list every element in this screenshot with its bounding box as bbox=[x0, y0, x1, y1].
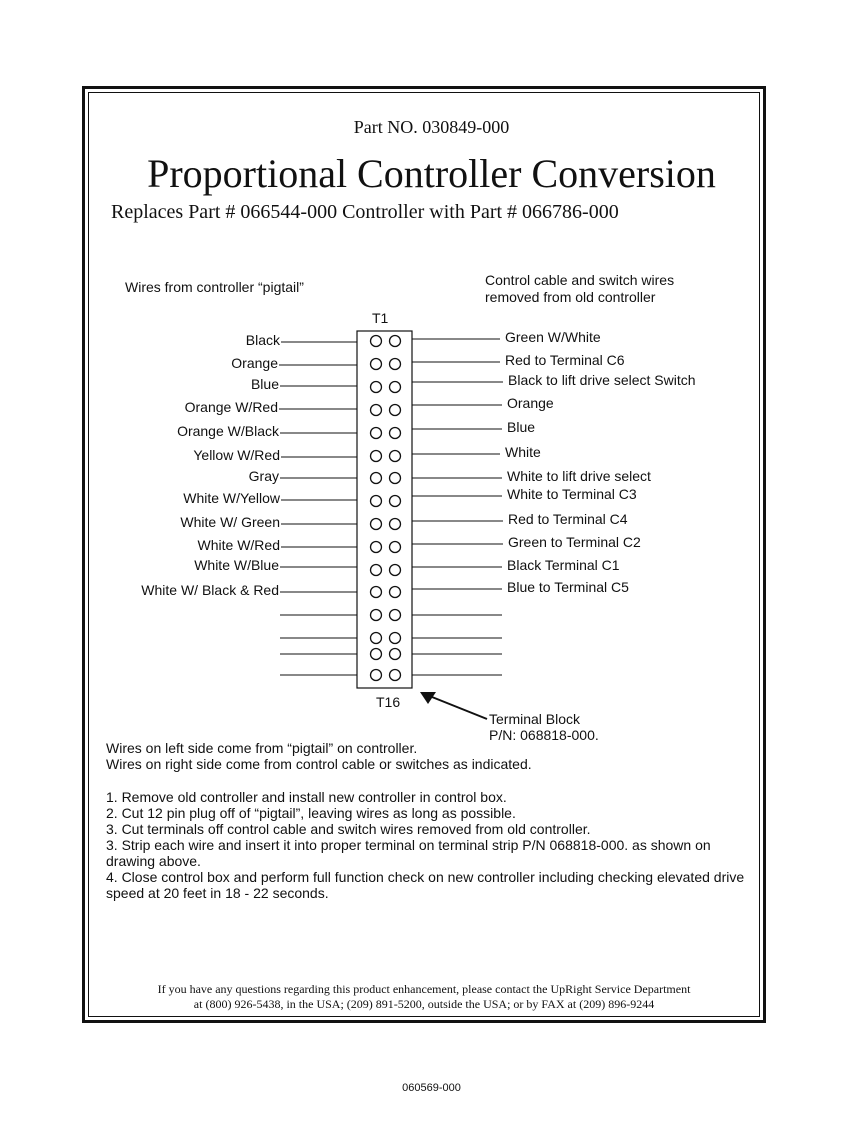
right-wire-label: Black Terminal C1 bbox=[507, 557, 620, 573]
right-wire-label: Blue to Terminal C5 bbox=[507, 579, 629, 595]
right-wire-label: Red to Terminal C6 bbox=[505, 352, 625, 368]
right-wire-label: Red to Terminal C4 bbox=[508, 511, 628, 527]
terminal-hole-icon bbox=[371, 451, 382, 462]
left-wire-label: Orange bbox=[231, 355, 278, 371]
left-wire-label: Orange W/Red bbox=[184, 399, 278, 415]
left-wire-label: White W/Red bbox=[197, 537, 280, 553]
terminal-hole-icon bbox=[371, 359, 382, 370]
footer-contact-line-1: If you have any questions regarding this product enhancement, please contact the UpRight Service Department bbox=[157, 982, 691, 996]
page-title: Proportional Controller Conversion bbox=[147, 151, 716, 196]
terminal-hole-icon bbox=[371, 565, 382, 576]
terminal-hole-icon bbox=[390, 336, 401, 347]
terminal-hole-icon bbox=[371, 428, 382, 439]
terminal-hole-icon bbox=[371, 610, 382, 621]
left-wire-label: Orange W/Black bbox=[177, 423, 279, 439]
terminal-block-part-number: P/N: 068818-000. bbox=[489, 727, 599, 743]
right-wire-label: White to lift drive select bbox=[507, 468, 651, 484]
terminal-hole-icon bbox=[390, 649, 401, 660]
instruction-step: 4. Close control box and perform full function check on new controller including checking elevated drive speed at 20 feet in 18 - 22 seconds. bbox=[106, 869, 745, 901]
terminal-hole-icon bbox=[390, 565, 401, 576]
note-right-side: Wires on right side come from control cable or switches as indicated. bbox=[106, 756, 532, 772]
document-number: 060569-000 bbox=[402, 1082, 461, 1094]
terminal-label-bottom: T16 bbox=[376, 694, 401, 710]
left-wire-label: White W/Blue bbox=[194, 557, 279, 573]
terminal-hole-icon bbox=[371, 473, 382, 484]
terminal-hole-icon bbox=[390, 610, 401, 621]
terminal-hole-icon bbox=[371, 649, 382, 660]
terminal-hole-icon bbox=[390, 519, 401, 530]
terminal-hole-icon bbox=[390, 542, 401, 553]
instruction-step: 2. Cut 12 pin plug off of “pigtail”, leaving wires as long as possible. bbox=[106, 805, 516, 821]
terminal-hole-icon bbox=[390, 451, 401, 462]
left-wire-label: Gray bbox=[248, 468, 279, 484]
note-left-side: Wires on left side come from “pigtail” on controller. bbox=[106, 740, 418, 756]
part-number: Part NO. 030849-000 bbox=[353, 117, 510, 137]
terminal-hole-icon bbox=[371, 670, 382, 681]
right-wires-heading-line-2: removed from old controller bbox=[485, 289, 656, 305]
terminal-block-arrow-icon bbox=[432, 697, 487, 719]
terminal-hole-icon bbox=[371, 496, 382, 507]
left-wire-label: White W/Yellow bbox=[183, 490, 280, 506]
terminal-hole-icon bbox=[390, 587, 401, 598]
terminal-hole-icon bbox=[390, 428, 401, 439]
page-subtitle: Replaces Part # 066544-000 Controller with Part # 066786-000 bbox=[111, 201, 619, 223]
terminal-hole-icon bbox=[371, 542, 382, 553]
left-wire-label: White W/ Green bbox=[180, 514, 280, 530]
terminal-hole-icon bbox=[390, 405, 401, 416]
terminal-hole-icon bbox=[371, 633, 382, 644]
terminal-hole-icon bbox=[371, 519, 382, 530]
terminal-hole-icon bbox=[371, 336, 382, 347]
right-wires-heading-line-1: Control cable and switch wires bbox=[485, 272, 675, 288]
wire-lines bbox=[279, 339, 503, 675]
terminal-label-top: T1 bbox=[372, 310, 389, 326]
left-wire-label: Black bbox=[245, 332, 280, 348]
instruction-step: 3. Strip each wire and insert it into proper terminal on terminal strip P/N 068818-000. as shown on drawing above. bbox=[106, 837, 711, 869]
right-wire-label: White to Terminal C3 bbox=[507, 486, 637, 502]
terminal-hole-icon bbox=[371, 405, 382, 416]
left-wire-label: White W/ Black & Red bbox=[141, 582, 279, 598]
left-wire-label: Yellow W/Red bbox=[193, 447, 280, 463]
terminal-hole-icon bbox=[371, 587, 382, 598]
terminal-hole-icon bbox=[390, 473, 401, 484]
terminal-hole-icon bbox=[390, 382, 401, 393]
terminal-hole-icon bbox=[390, 670, 401, 681]
instruction-step: 1. Remove old controller and install new controller in control box. bbox=[106, 789, 507, 805]
terminal-holes bbox=[371, 336, 401, 681]
terminal-hole-icon bbox=[390, 359, 401, 370]
right-wire-label: Blue bbox=[507, 419, 536, 435]
terminal-block-label: Terminal Block bbox=[489, 711, 581, 727]
terminal-hole-icon bbox=[371, 382, 382, 393]
terminal-hole-icon bbox=[390, 633, 401, 644]
right-wire-label: Green W/White bbox=[505, 329, 601, 345]
footer-contact-line-2: at (800) 926-5438, in the USA; (209) 891-5200, outside the USA; or by FAX at (209) 896-9244 bbox=[193, 997, 655, 1011]
right-wire-label: White bbox=[505, 444, 541, 460]
left-wires-heading: Wires from controller “pigtail” bbox=[125, 279, 304, 295]
terminal-hole-icon bbox=[390, 496, 401, 507]
right-wire-label: Green to Terminal C2 bbox=[508, 534, 641, 550]
terminal-block-outline bbox=[357, 331, 412, 688]
left-wire-label: Blue bbox=[250, 376, 279, 392]
right-wire-label: Orange bbox=[507, 395, 554, 411]
instruction-step: 3. Cut terminals off control cable and switch wires removed from old controller. bbox=[106, 821, 591, 837]
right-wire-label: Black to lift drive select Switch bbox=[508, 372, 696, 388]
